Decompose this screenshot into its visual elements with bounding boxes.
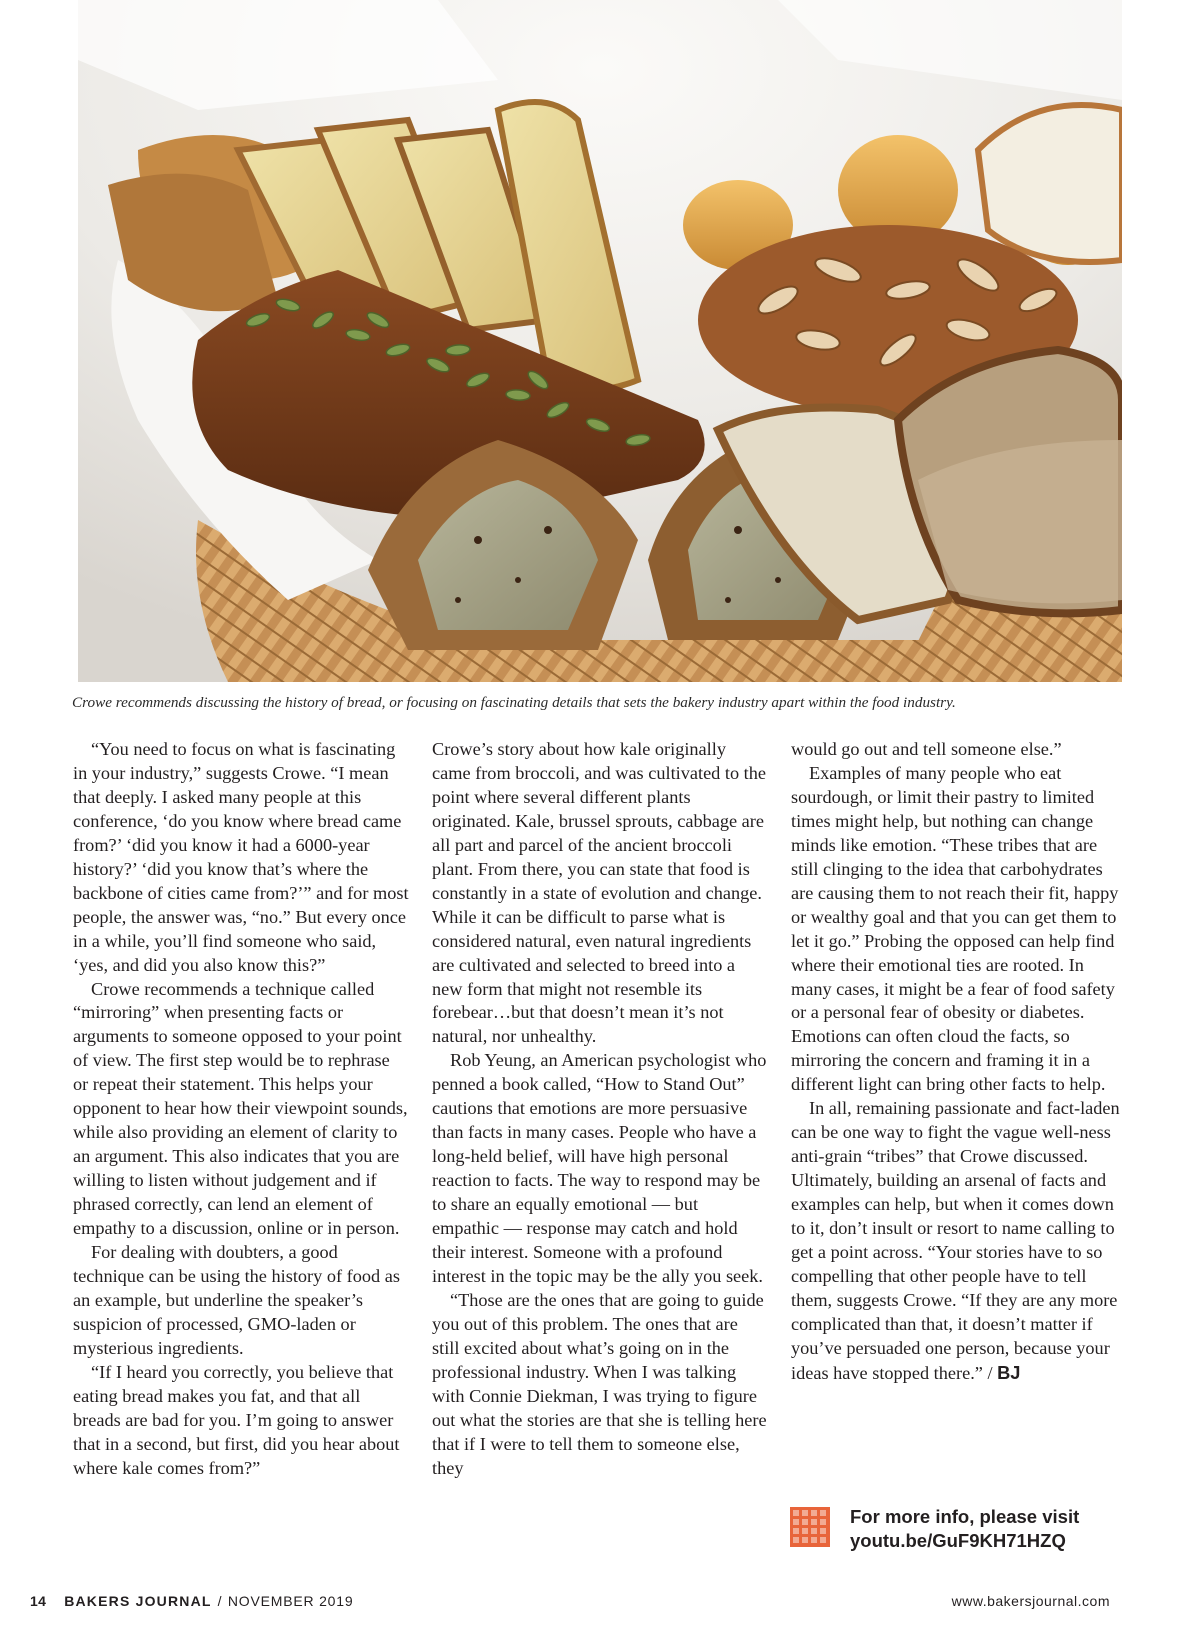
bread-basket-photo	[78, 0, 1122, 682]
paragraph: Crowe’s story about how kale originally came from broccoli, and was cultivated to the point where several different plants originated. Kale, brussel sprouts, cabbage are all part and parcel of the ancient broccoli plant. From there, you can state that food is constantly in a state of evolution and change. While it can be difficult to parse what is considered natural, even natural ingredients are cultivated and selected to breed into a new form that might not resemble its forebear…but that doesn’t mean it’s not natural, nor unhealthy.	[432, 739, 767, 1047]
article-column-1	[73, 738, 409, 1481]
paragraph: “Those are the ones that are going to guide you out of this problem. The ones that are still excited about what’s going on in the professional industry. When I was talking with Connie Diekman, I was trying to figure out what the stories are that she is telling here that if I were to tell them to someone else, they	[432, 1289, 767, 1478]
more-info-label: For more info, please visit	[850, 1506, 1080, 1527]
grid-icon	[790, 1507, 830, 1547]
page-footer	[30, 1593, 353, 1609]
paragraph: “If I heard you correctly, you believe that eating bread makes you fat, and that all breads are bad for you. I’m going to answer that in a second, but first, did you hear about where kale comes from?”	[73, 1361, 400, 1478]
paragraph-final	[791, 1097, 1127, 1385]
paragraph-text: In all, remaining passionate and fact-laden can be one way to fight the vague well-ness anti-grain “tribes” that Crowe discussed. Ultimately, building an arsenal of facts and examples can help, but when it comes down to it, don’t insult or resort to name calling to get a point across. “Your stories have to so compelling that other people have to tell them, suggests Crowe. “If they are any more complicated than that, it doesn’t matter if you’ve persuaded one person, because your ideas have stopped there.” /	[791, 1098, 1120, 1383]
website-link[interactable]: www.bakersjournal.com	[951, 1593, 1110, 1609]
paragraph: Crowe recommends a technique called “mirroring” when presenting facts or arguments to someone opposed to your point of view. The first step would be to rephrase or repeat their statement. This helps your opponent to hear how their viewpoint sounds, while also providing an element of clarity to an argument. This also indicates that you are willing to listen without judgement and if phrased correctly, can lend an element of empathy to a discussion, online or in person.	[73, 978, 408, 1239]
footer-separator: /	[217, 1593, 222, 1609]
video-link[interactable]: youtu.be/GuF9KH71HZQ	[850, 1530, 1066, 1551]
more-info-box	[790, 1505, 1130, 1557]
publication-name: BAKERS JOURNAL	[64, 1593, 212, 1609]
paragraph: “You need to focus on what is fascinating in your industry,” suggests Crowe. “I mean that deeply. I asked many people at this conference, ‘do you know where bread came from?’ ‘did you know it had a 6000-year history?’ ‘did you know that’s where the backbone of cities came from?’” and for most people, the answer was, “no.” But every once in a while, you’ll find someone who said, ‘yes, and did you also know this?”	[73, 739, 409, 975]
paragraph: Examples of many people who eat sourdough, or limit their pastry to limited times might help, but nothing can change minds like emotion. “These tribes that are still clinging to the idea that carbohydrates are causing them to not reach their fit, happy or wealthy goal and that you can get them to let it go.” Probing the opposed can help find where their emotional ties are rooted. In many cases, it might be a fear of food safety or a personal fear of obesity or diabetes. Emotions can often cloud the facts, so mirroring the concern and framing it in a different light can bring other facts to help.	[791, 762, 1119, 1095]
issue-date: NOVEMBER 2019	[227, 1593, 354, 1609]
paragraph: Rob Yeung, an American psychologist who penned a book called, “How to Stand Out” cautions that emotions are more persuasive than facts in many cases. People who have a long-held belief, will have high personal reaction to facts. The way to respond may be to share an equally emotional — but empathic — response may catch and hold their interest. Someone with a profound interest in the topic may be the ally you seek.	[432, 1050, 767, 1286]
article-column-2	[432, 738, 768, 1481]
page-number: 14	[30, 1593, 47, 1609]
paragraph: For dealing with doubters, a good technique can be using the history of food as an example, but underline the speaker’s suspicion of processed, GMO-laden or mysterious ingredients.	[73, 1242, 400, 1358]
paragraph: would go out and tell someone else.”	[791, 739, 1062, 759]
author-signature: BJ	[997, 1361, 1021, 1383]
photo-caption: Crowe recommends discussing the history of bread, or focusing on fascinating details that sets the bakery industry apart within the food industry.	[72, 694, 956, 711]
article-column-3	[791, 738, 1127, 1386]
more-info-text	[850, 1505, 1140, 1553]
